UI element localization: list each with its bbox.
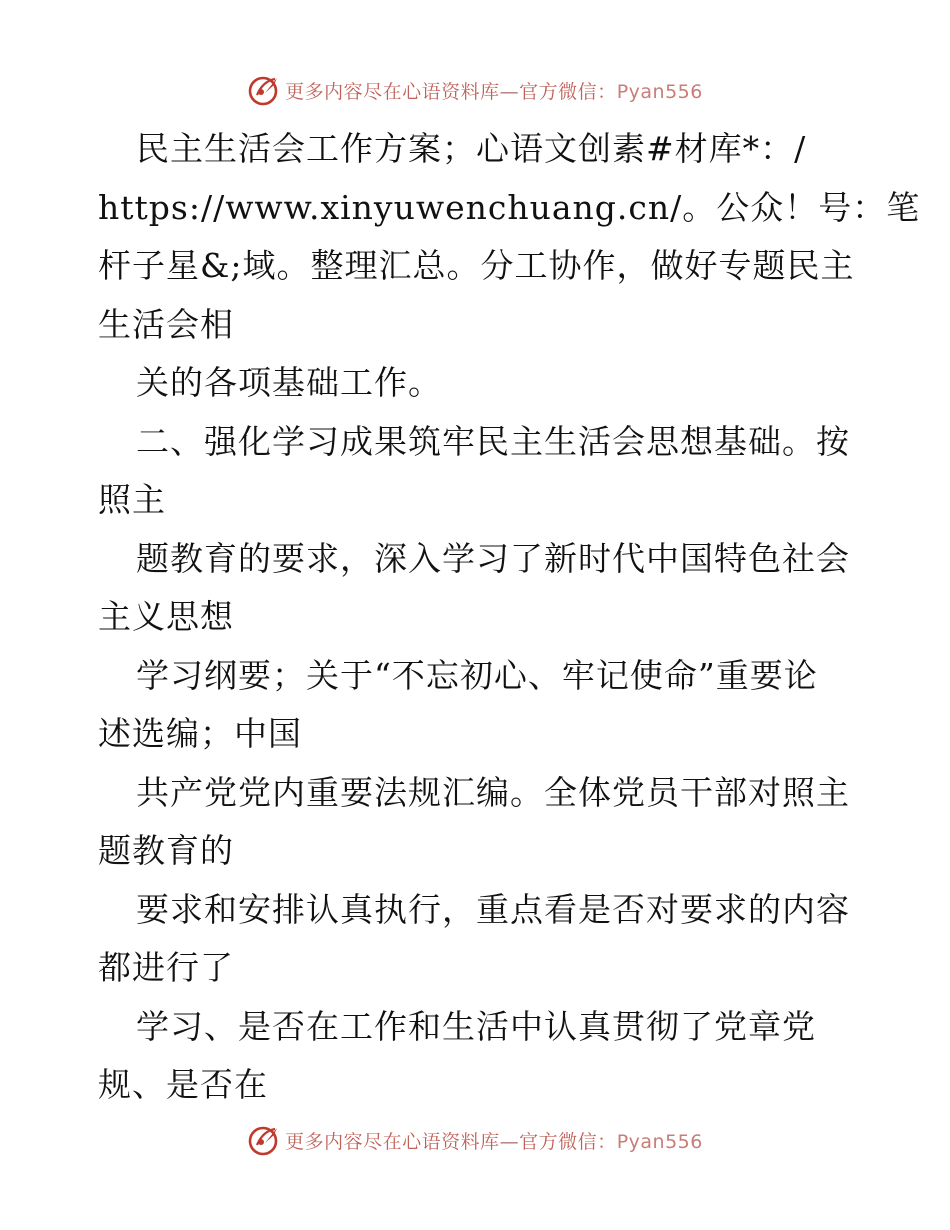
banner-main-text: 更多内容尽在心语资料库 <box>285 1130 500 1153</box>
banner-dash: — <box>499 1130 520 1153</box>
banner-wechat-id: Pyan556 <box>616 80 703 103</box>
header-banner <box>0 70 950 110</box>
document-body <box>98 120 921 1115</box>
text-line: https://www.xinyuwenchuang.cn/。公众！号：笔 <box>98 187 921 227</box>
text-line: 民主生活会工作方案；心语文创素#材库*：/ <box>136 129 807 168</box>
text-line: 都进行了 <box>98 948 234 987</box>
text-line: 规、是否在 <box>98 1065 268 1104</box>
banner-main-text: 更多内容尽在心语资料库 <box>285 80 500 103</box>
text-line: 题教育的要求，深入学习了新时代中国特色社会 <box>136 538 850 578</box>
text-line: 杆子星&;域。整理汇总。分工协作，做好专题民主 <box>98 246 855 285</box>
banner-text <box>285 77 703 104</box>
text-line: 二、强化学习成果筑牢民主生活会思想基础。按 <box>136 421 850 461</box>
text-line: 述选编；中国 <box>98 714 302 753</box>
banner-dash: — <box>499 80 520 103</box>
pen-circle-logo-icon <box>247 73 281 107</box>
text-line: 照主 <box>98 480 166 519</box>
footer-banner <box>0 1120 950 1160</box>
text-line: 共产党党内重要法规汇编。全体党员干部对照主 <box>136 772 850 812</box>
text-line: 关的各项基础工作。 <box>136 363 442 402</box>
text-line: 题教育的 <box>98 831 234 870</box>
text-line: 生活会相 <box>98 304 234 344</box>
pen-circle-logo-icon <box>247 1123 281 1157</box>
banner-wechat-id: Pyan556 <box>616 1130 703 1153</box>
banner-text <box>285 1127 703 1154</box>
text-line: 学习纲要；关于“不忘初心、牢记使命”重要论 <box>136 655 818 695</box>
text-line: 学习、是否在工作和生活中认真贯彻了党章党 <box>136 1006 816 1046</box>
text-line: 要求和安排认真执行，重点看是否对要求的内容 <box>136 889 850 929</box>
text-line: 主义思想 <box>98 597 234 636</box>
banner-contact-label: 官方微信： <box>519 80 617 103</box>
banner-contact-label: 官方微信： <box>519 1130 617 1153</box>
